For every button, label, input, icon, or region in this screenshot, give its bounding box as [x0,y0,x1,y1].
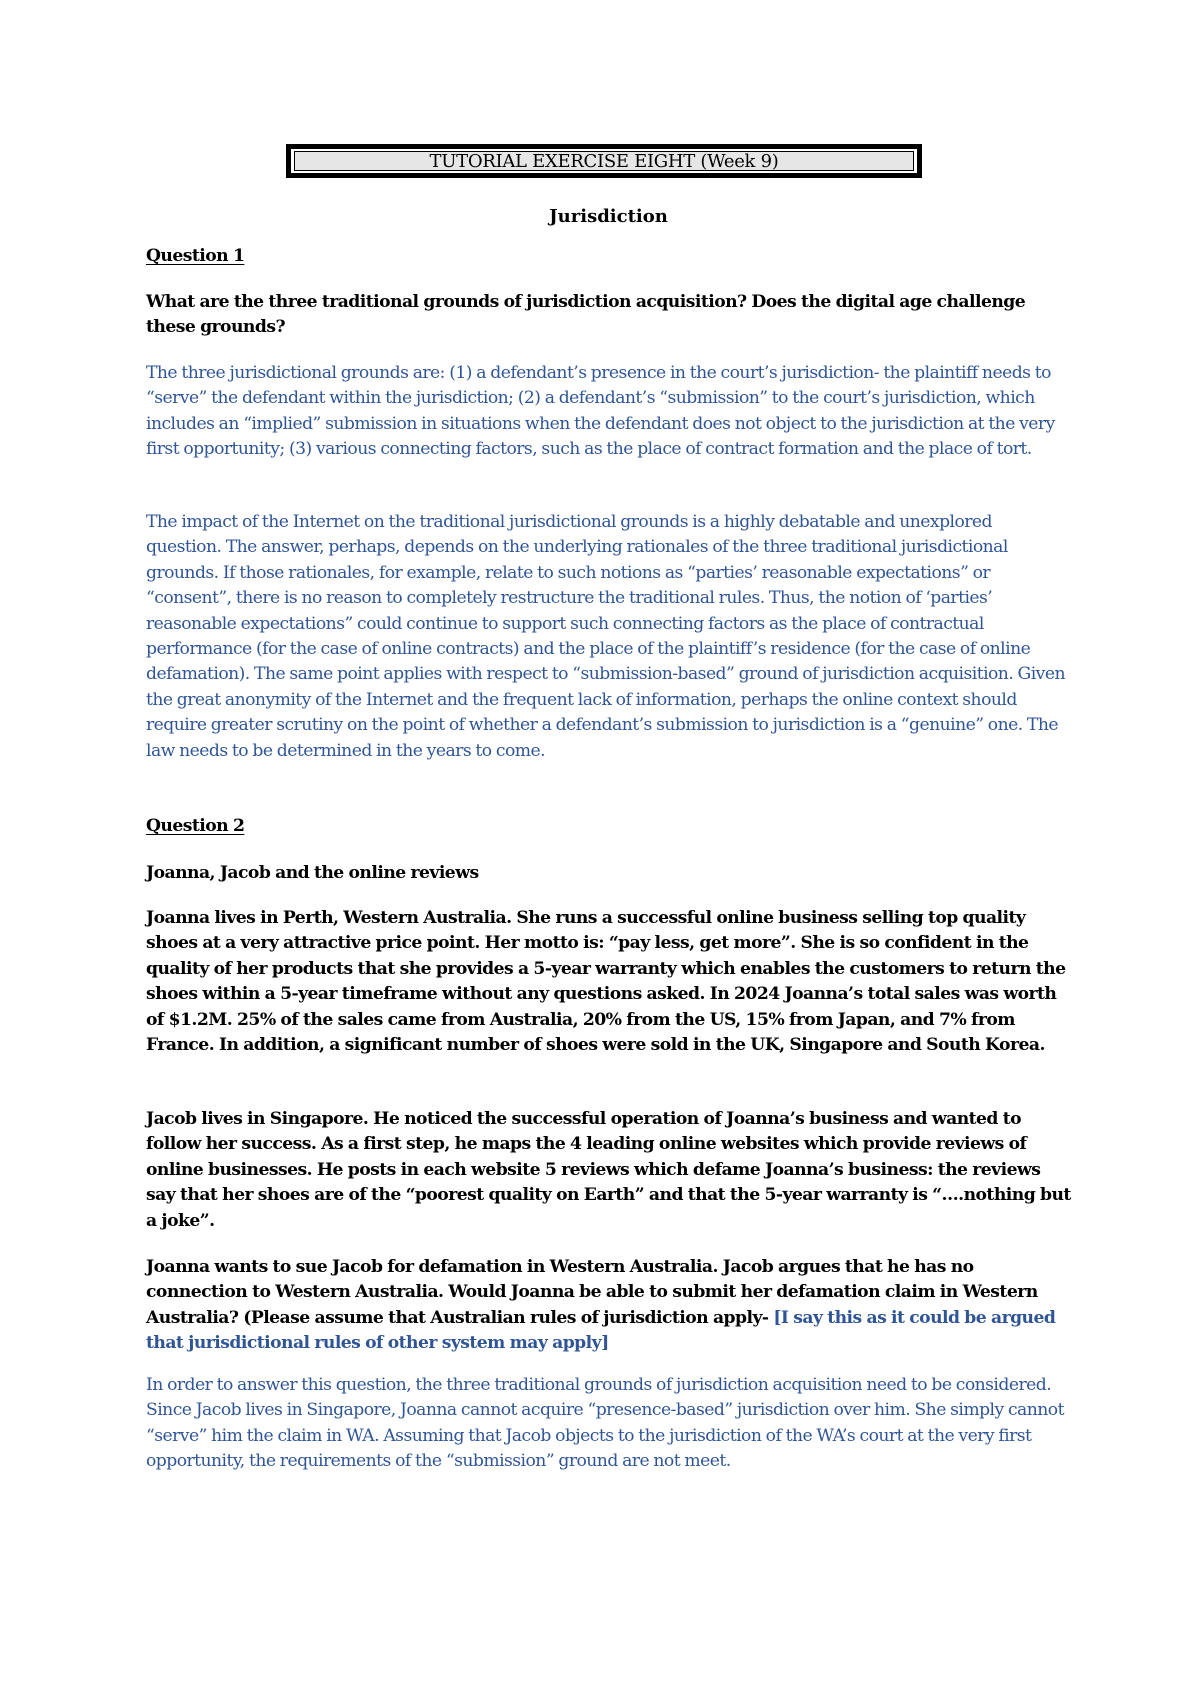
question-2-answer-paragraph-1: In order to answer this question, the three traditional grounds of jurisdiction acquisition need to be considered. Since Jacob lives in Singapore, Joanna cannot acquire “presence-based” jurisdiction over him. She simply cannot “serve” him the claim in WA. Assuming that Jacob objects to the jurisdiction of the WA’s court at the very first opportunity, the requirements of the “submission” ground are not meet. [146,1375,1064,1472]
question-2-facts-paragraph-2: Jacob lives in Singapore. He noticed the successful operation of Joanna’s business and wanted to follow her success. As a first step, he maps the 4 leading online websites which provide reviews of online businesses. He posts in each website 5 reviews which defame Joanna’s business: the reviews say that her shoes are of the “poorest quality on Earth” and that the 5-year warranty is “….nothing but a joke”. [146,1109,1071,1231]
question-1-text: What are the three traditional grounds of jurisdiction acquisition? Does the digital age challenge these grounds? [146,292,1026,338]
question-1-answer-paragraph-2: The impact of the Internet on the traditional jurisdictional grounds is a highly debatable and unexplored question. The answer, perhaps, depends on the underlying rationales of the three traditional jurisdictional grounds. If those rationales, for example, relate to such notions as “parties’ reasonable expectations” or “consent”, there is no reason to completely restructure the traditional rules. Thus, the notion of ‘parties’ reasonable expectations” could continue to support such connecting factors as the place of contractual performance (for the case of online contracts) and the place of the plaintiff’s residence (for the case of online defamation). The same point applies with respect to “submission-based” ground of jurisdiction acquisition. Given the great anonymity of the Internet and the frequent lack of information, perhaps the online context should require greater scrutiny on the point of whether a defendant’s submission to jurisdiction is a “genuine” one. The law needs to be determined in the years to come. [146,512,1065,761]
question-2-question [146,1255,1071,1357]
question-2-facts-paragraph-1: Joanna lives in Perth, Western Australia. She runs a successful online business selling top quality shoes at a very attractive price point. Her motto is: “pay less, get more”. She is so confident in the quality of her products that she provides a 5-year warranty which enables the customers to return the shoes within a 5-year timeframe without any questions asked. In 2024 Joanna’s total sales was worth of $1.2M. 25% of the sales came from Australia, 20% from the US, 15% from Japan, and 7% from France. In addition, a significant number of shoes were sold in the UK, Singapore and South Korea. [146,908,1066,1056]
question-2-question-text: Joanna wants to sue Jacob for defamation in Western Australia. Jacob argues that he has no connection to Western Australia. Would Joanna be able to submit her defamation claim in Western Australia? (Please assume that Australian rules of jurisdiction apply- [146,1257,1038,1328]
title-box [286,144,922,178]
topic-title: Jurisdiction [549,206,668,227]
title-box-text: TUTORIAL EXERCISE EIGHT (Week 9) [294,151,914,171]
question-2-heading: Question 2 [146,816,245,836]
question-1-answer-paragraph-1: The three jurisdictional grounds are: (1) a defendant’s presence in the court’s jurisdiction- the plaintiff needs to “serve” the defendant within the jurisdiction; (2) a defendant’s “submission” to the court’s jurisdiction, which includes an “implied” submission in situations when the defendant does not object to the jurisdiction at the very first opportunity; (3) various connecting factors, such as the place of contract formation and the place of tort. [146,363,1055,460]
question-2-inline-note: [I say this as it could be argued that jurisdictional rules of other system may apply] [146,1307,1056,1354]
question-2-subtitle: Joanna, Jacob and the online reviews [146,863,479,883]
question-1-heading: Question 1 [146,246,245,266]
